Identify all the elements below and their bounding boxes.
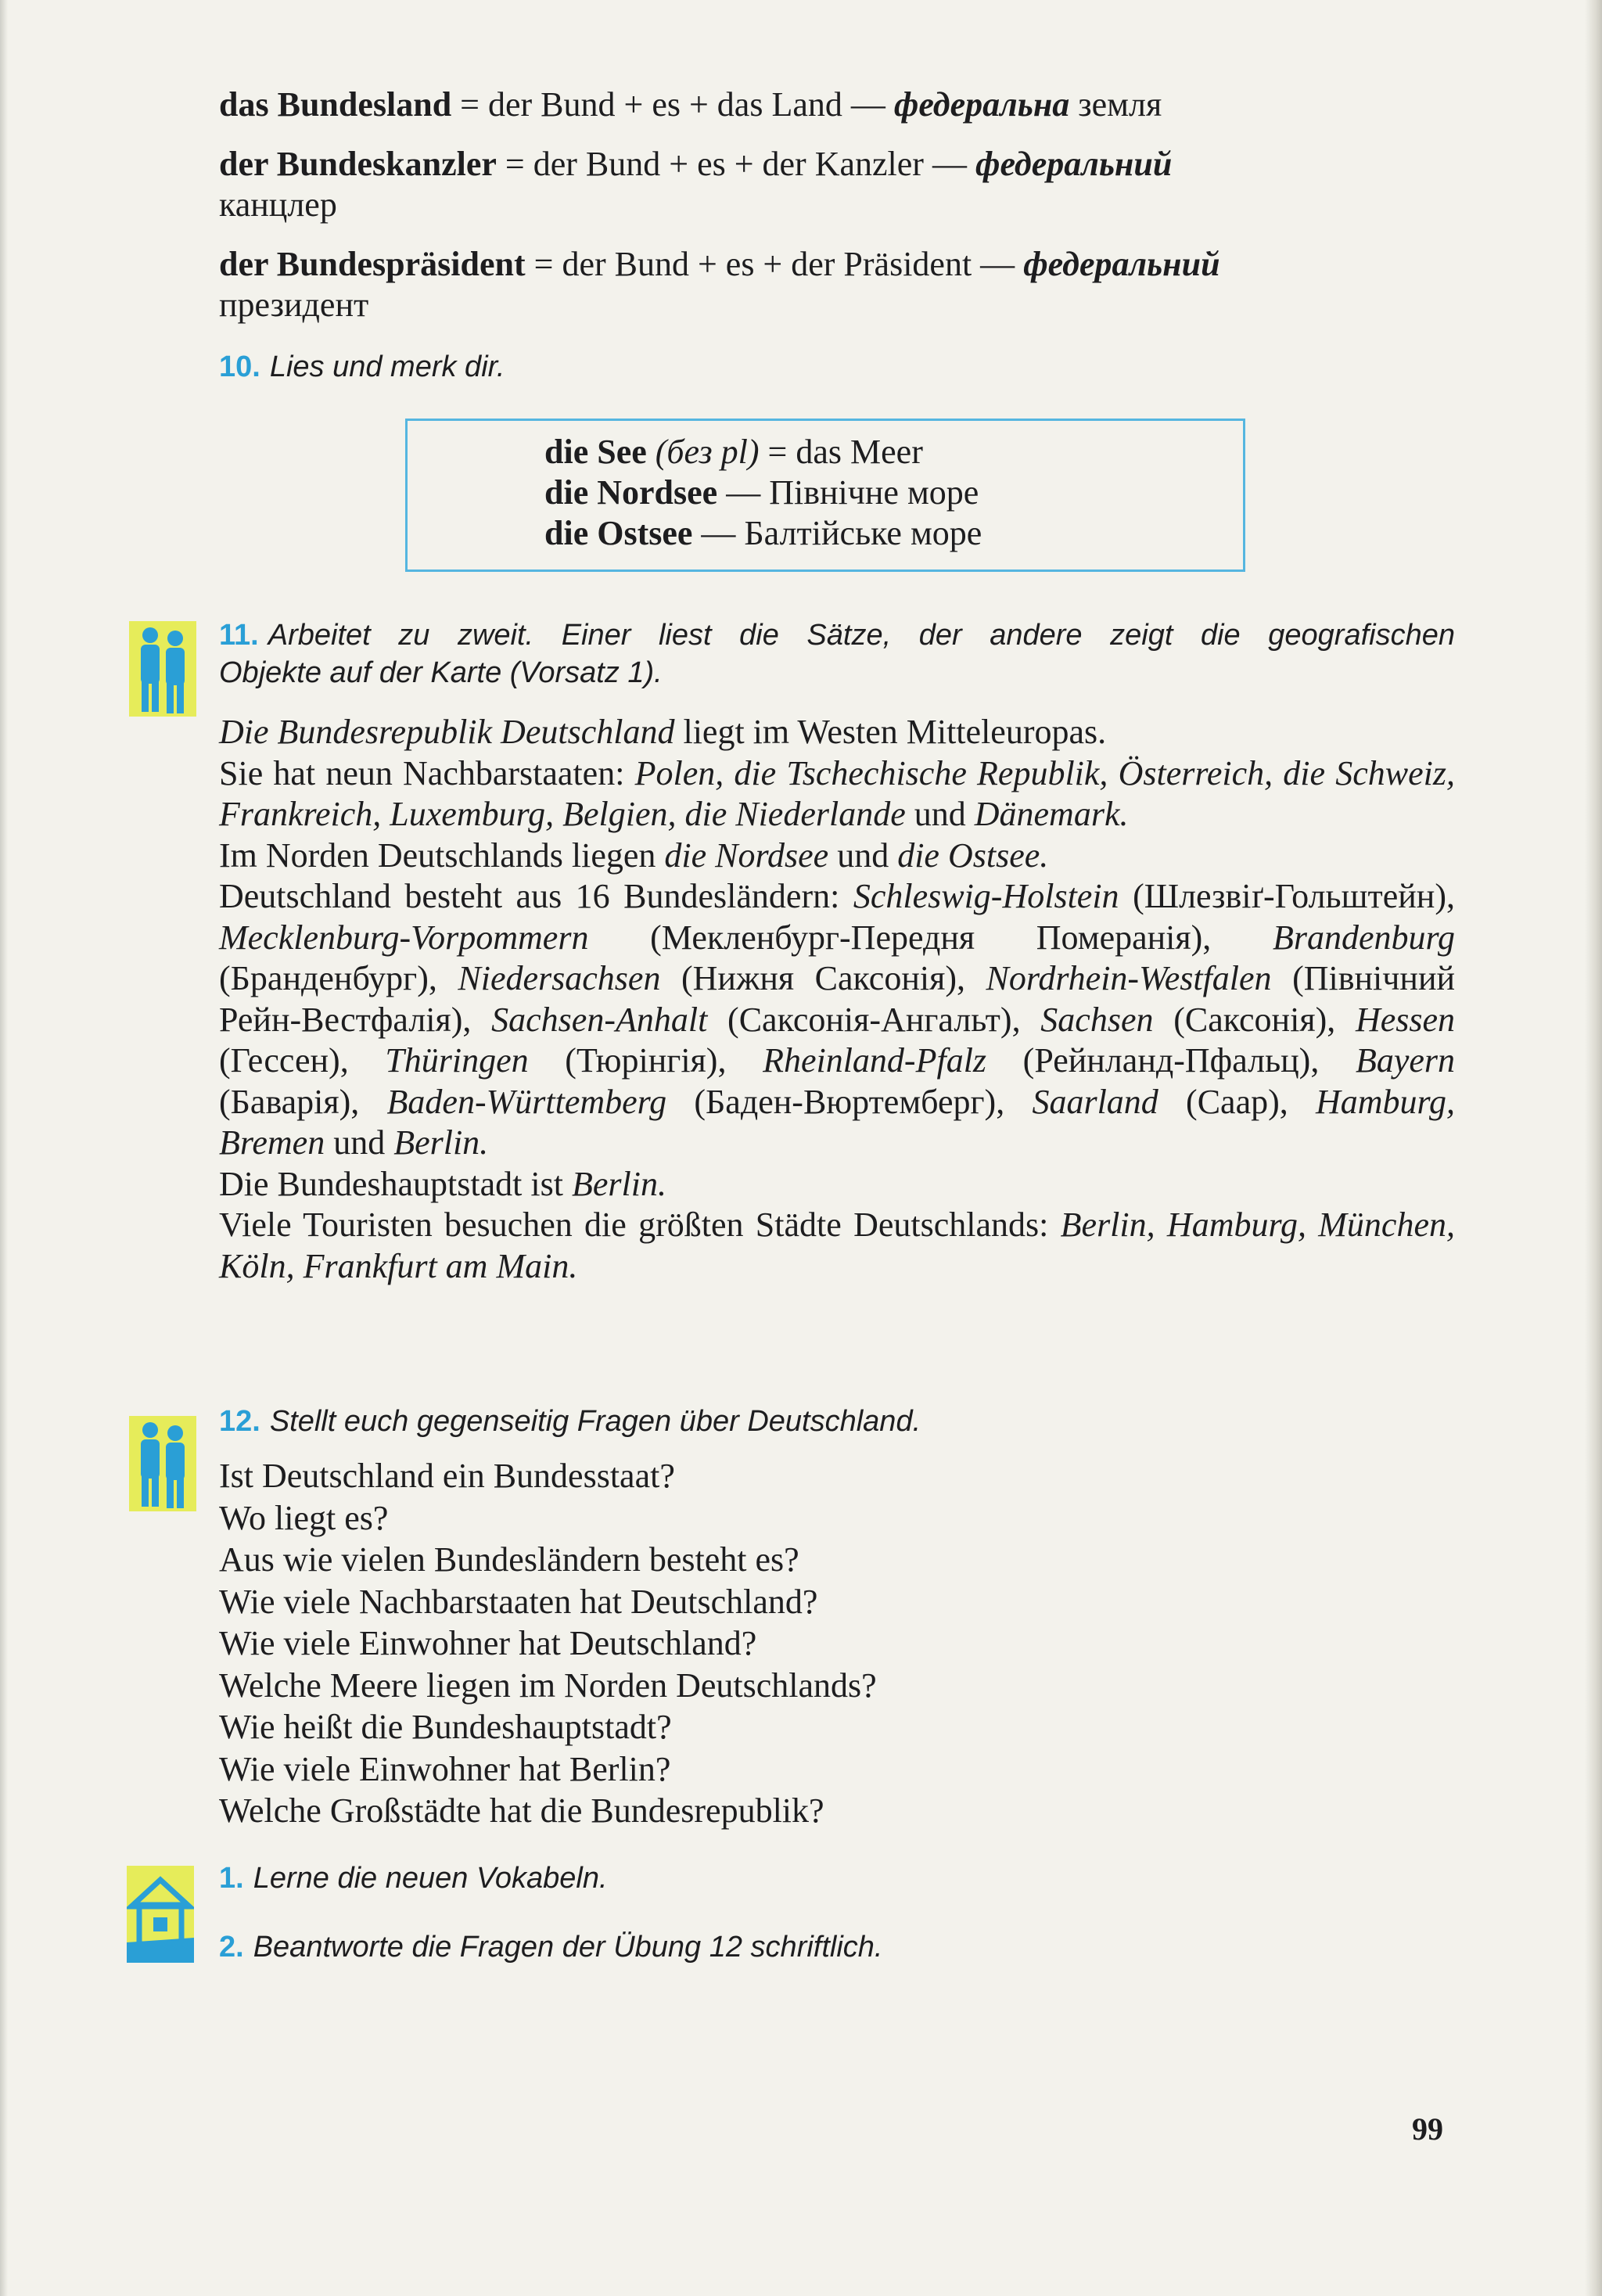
vocab-translation-rest: земля [1069,85,1162,124]
homework-item [219,1931,882,1964]
exercise-12-heading [219,1405,921,1439]
land-translation: (Мекленбург-Передня Померанія) [650,918,1203,957]
vocab-box [405,419,1245,572]
box-entry [544,432,982,472]
box-definition: = das Meer [759,433,923,471]
box-definition: — Балтійське море [692,514,982,552]
text-paragraph [219,753,1455,835]
page-edge-left [0,0,8,2296]
question-item: Wie viele Einwohner hat Deutschland? [219,1624,757,1662]
text-plain: liegt im Westen Mitteleuropas. [674,713,1107,751]
land-translation: (Гессен) [219,1041,340,1080]
land-translation: (Саксонія-Ангальт) [727,1000,1012,1039]
text-italic: Berlin, Hamburg, München, Köln, Frankfurt am Main. [219,1205,1455,1285]
land-name: Berlin. [393,1123,489,1162]
text-italic: Die Bundesrepublik Deutschland [219,713,675,751]
land-translation: (Нижня Саксонія) [681,959,957,997]
question-item: Welche Meere liegen im Norden Deutschlands? [219,1665,877,1705]
land-translation: (Шлезвіґ-Гольштейн) [1133,877,1447,915]
text-plain: und [905,795,975,833]
text-paragraph [219,1205,1455,1287]
exercise-number: 11. [219,619,259,652]
vocab-entry [219,144,1455,225]
pair-work-icon [129,1416,196,1511]
exercise-instruction: Lies und merk dir. [269,350,505,383]
land-translation: (Бранденбург) [219,959,429,997]
land-translation: (Саар) [1186,1082,1280,1121]
text-italic: die Ostsee. [897,835,1049,875]
question-item: Wo liegt es? [219,1498,389,1537]
vocab-translation-rest: президент [219,286,369,324]
text-plain: Sie hat neun Nachbarstaaten: [219,753,635,792]
text-plain: Im Norden Deutschlands liegen [219,835,665,875]
land-translation: (Саксонія) [1173,1000,1327,1039]
homework-number: 1. [219,1862,244,1895]
vocab-translation: федеральний [1023,245,1220,283]
exercise-11-heading [219,616,1455,692]
land-translation: (Баварія) [219,1082,351,1121]
question-item: Ist Deutschland ein Bundesstaat? [219,1457,675,1495]
vocab-entry [219,244,1455,325]
question-item: Wie viele Nachbarstaaten hat Deutschland? [219,1582,818,1621]
land-name: Rheinland-Pfalz [763,1041,987,1080]
homework-icon [127,1866,194,1963]
land-name: Saarland [1032,1082,1158,1121]
exercise-instruction: Arbeitet zu zweit. Einer liest die Sätze, der andere zeigt die geografischen [268,619,1455,652]
box-term: die Nordsee [544,473,718,512]
text-plain: Die Bundeshauptstadt ist [219,1164,572,1203]
land-name: Baden-Württemberg [386,1082,667,1121]
land-name: Thüringen [385,1041,529,1080]
land-translation: (Баден-Вюртемберг) [694,1082,997,1121]
text-plain: Viele Touristen besuchen die größten Städte Deutschlands: [219,1205,1061,1244]
text-italic: Polen, die Tschechische Republik, Österreich, die Schweiz, Frankreich, Luxemburg, Belgien, die Niederlande [219,753,1455,833]
vocab-translation-rest: канцлер [219,185,337,224]
exercise-number: 12. [219,1405,260,1438]
land-name: Sachsen-Anhalt [491,1000,708,1039]
land-name: Bayern [1355,1041,1456,1080]
text-plain: Deutschland besteht aus 16 Bundesländern: [219,877,853,915]
text-paragraph: Deutschland besteht aus 16 Bundesländern: Schleswig-Holstein (Шлезвіґ-Гольштейн), Mecklenburg-Vorpommern (Мекленбург-Передня Померанія), Brandenburg (Бранденбург), Niedersachsen (Нижня Саксонія), Nordrhein-Westfalen (Північний Рейн-Вестфалія), Sachsen-Anhalt (Саксонія-Ангальт), Sachsen (Саксонія), Hessen (Гессен), Thüringen (Тюрінгія), Rheinland-Pfalz (Рейнланд-Пфальц), Bayern (Баварія), Baden-Württemberg (Баден-Вюртемберг), Saarland (Саар), Hamburg, Bremen und Berlin. [219,877,1456,1162]
pair-work-icon [129,621,196,717]
box-entry [544,513,982,554]
vocab-term: der Bundeskanzler [219,145,497,183]
box-term: die See [544,433,647,471]
land-translation: (Північний Рейн-Вестфалія) [219,959,1456,1039]
land-translation: (Рейнланд-Пфальц) [1022,1041,1311,1080]
question-item: Wie viele Einwohner hat Berlin? [219,1749,671,1788]
text-italic: die Nordsee [664,835,829,875]
exercise-instruction: Objekte auf der Karte (Vorsatz 1). [219,656,663,689]
vocab-section [219,84,1455,325]
land-translation: (Тюрінгія) [565,1041,718,1080]
land-name: Hessen [1355,1000,1456,1039]
page-number: 99 [1412,2111,1443,2147]
question-item: Aus wie vielen Bundesländern besteht es? [219,1540,799,1579]
text-paragraph [219,1164,1455,1205]
box-entry [544,472,982,513]
question-list [219,1455,1455,1832]
text-italic: Dänemark. [974,795,1129,833]
homework-text: Beantworte die Fragen der Übung 12 schriftlich. [253,1931,883,1964]
vocab-term: das Bundesland [219,85,452,124]
question-item: Wie heißt die Bundeshauptstadt? [219,1708,672,1746]
exercise-11-text [219,712,1455,1287]
text-plain: und [828,835,898,875]
vocab-formula: = der Bund + es + der Präsident — [525,245,1024,283]
land-name: Hamburg, Bremen [219,1082,1456,1162]
vocab-translation: федеральний [975,145,1173,183]
land-name: Nordrhein-Westfalen [986,959,1272,997]
exercise-number: 10. [219,350,260,383]
homework-text: Lerne die neuen Vokabeln. [253,1862,608,1895]
exercise-instruction: Stellt euch gegenseitig Fragen über Deutschland. [269,1405,921,1438]
land-name: Sachsen [1040,1000,1154,1039]
exercise-10-heading [219,350,505,384]
vocab-formula: = der Bund + es + das Land — [451,85,894,124]
box-note: (без pl) [655,433,760,471]
box-definition: — Північне море [717,473,979,512]
question-item: Welche Großstädte hat die Bundesrepublik? [219,1791,824,1830]
land-name: Brandenburg [1272,918,1455,957]
vocab-term: der Bundespräsident [219,245,526,283]
box-term: die Ostsee [544,514,693,552]
land-name: Niedersachsen [458,959,661,997]
vocab-formula: = der Bund + es + der Kanzler — [496,145,975,183]
vocab-entry [219,84,1455,125]
text-plain: und [325,1123,394,1162]
page-edge-right [1585,0,1602,2296]
homework-item [219,1862,608,1895]
text-paragraph [219,835,1455,877]
land-name: Schleswig-Holstein [853,877,1119,915]
text-paragraph [219,712,1455,753]
vocab-translation: федеральна [893,85,1070,124]
text-italic: Berlin. [571,1164,666,1203]
land-name: Mecklenburg-Vorpommern [219,918,589,957]
homework-number: 2. [219,1931,244,1964]
